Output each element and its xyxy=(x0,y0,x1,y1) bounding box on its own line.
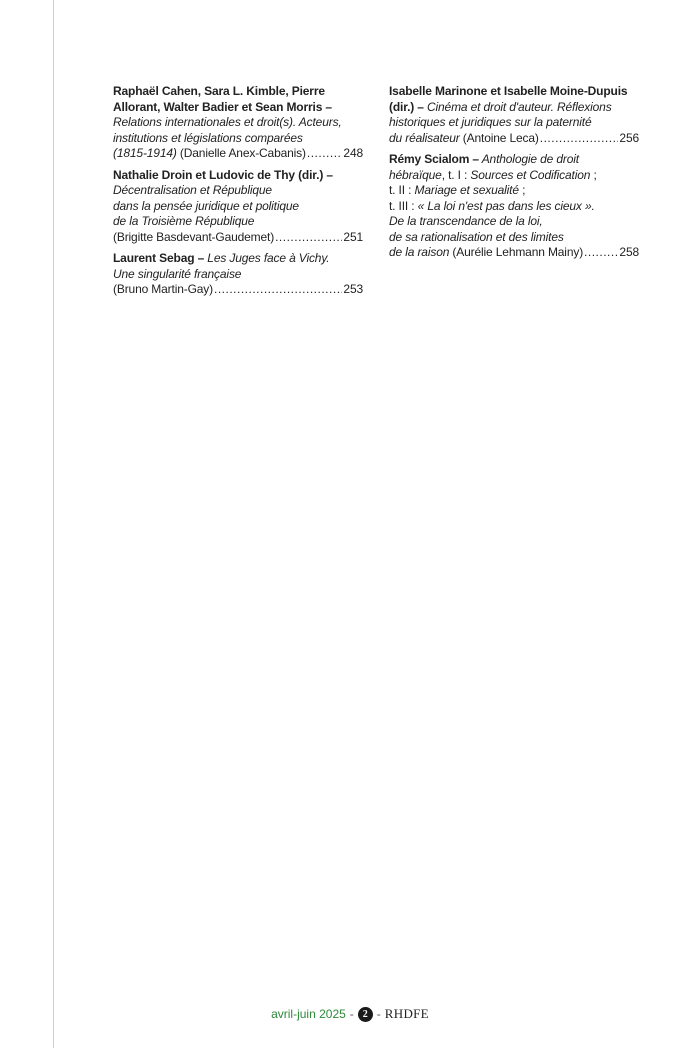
entry-title: hébraïque xyxy=(389,167,442,182)
leader-dots xyxy=(275,230,342,246)
footer-separator: - xyxy=(376,1007,381,1021)
toc-entry[interactable] xyxy=(389,84,639,146)
volume-title: Sources et Codification xyxy=(470,167,591,182)
entry-author: Raphaël Cahen, Sara L. Kimble, Pierre xyxy=(113,84,325,98)
volume-prefix: , t. I : xyxy=(441,167,471,182)
volume-title: « La loi n'est pas dans les cieux ». xyxy=(417,198,595,213)
volume-prefix: t. III : xyxy=(389,198,418,213)
entry-page-number: 251 xyxy=(343,229,363,244)
entry-title: institutions et législations comparées xyxy=(113,130,303,145)
entry-author: Allorant, Walter Badier et Sean Morris – xyxy=(113,99,332,114)
margin-rule xyxy=(53,0,54,1048)
entry-reviewer: (Aurélie Lehmann Mainy) xyxy=(449,245,584,259)
journal-name: RHDFE xyxy=(384,1006,429,1021)
entry-author: Rémy Scialom – xyxy=(389,152,479,166)
toc-entry[interactable] xyxy=(389,152,639,261)
entry-title: Les Juges face à Vichy. xyxy=(204,251,330,265)
entry-reviewer: (Brigitte Basdevant-Gaudemet) xyxy=(113,229,275,244)
entry-page-number: 256 xyxy=(619,130,639,145)
leader-dots xyxy=(214,282,342,298)
entry-author: Laurent Sebag – xyxy=(113,251,205,265)
entry-page-number: 248 xyxy=(343,146,363,160)
entry-title: de sa rationalisation et des limites xyxy=(389,229,564,244)
entry-title: de la Troisième République xyxy=(113,214,255,228)
entry-title: De la transcendance de la loi, xyxy=(389,214,543,228)
toc-entry[interactable] xyxy=(113,251,363,298)
toc-entry[interactable] xyxy=(113,168,363,246)
entry-title: Cinéma et droit d'auteur. Réflexions xyxy=(423,99,612,114)
entry-title: Anthologie de droit xyxy=(478,152,579,166)
leader-dots xyxy=(307,146,343,162)
entry-page-number: 258 xyxy=(619,245,639,259)
entry-title: du réalisateur xyxy=(389,130,460,145)
entry-title: Décentralisation et République xyxy=(113,183,272,197)
entry-author: (dir.) – xyxy=(389,99,424,114)
toc-entry[interactable] xyxy=(113,84,363,162)
volume-suffix: ; xyxy=(590,167,597,182)
toc-column-left xyxy=(113,84,363,304)
page-number-badge: 2 xyxy=(358,1007,373,1022)
entry-title: Relations internationales et droit(s). Acteurs, xyxy=(113,115,342,129)
entry-reviewer: (Antoine Leca) xyxy=(459,130,539,145)
entry-title: dans la pensée juridique et politique xyxy=(113,198,299,213)
entry-author: Nathalie Droin et Ludovic de Thy (dir.) – xyxy=(113,167,333,182)
volume-title: Mariage et sexualité xyxy=(414,183,519,197)
entry-title: historiques et juridiques sur la paternité xyxy=(389,115,592,129)
toc-column-right xyxy=(389,84,639,267)
page-footer xyxy=(0,1004,700,1024)
volume-prefix: t. II : xyxy=(389,183,415,197)
entry-title: Une singularité française xyxy=(113,266,242,281)
footer-separator: - xyxy=(349,1007,354,1021)
entry-author: Isabelle Marinone et Isabelle Moine-Dupuis xyxy=(389,84,628,98)
entry-title: (1815-1914) xyxy=(113,146,177,160)
leader-dots xyxy=(540,131,619,147)
volume-suffix: ; xyxy=(518,183,526,197)
entry-title: de la raison xyxy=(389,245,450,259)
leader-dots xyxy=(584,245,618,261)
entry-reviewer: (Danielle Anex-Cabanis) xyxy=(176,146,306,160)
issue-date: avril-juin 2025 xyxy=(271,1007,346,1021)
entry-page-number: 253 xyxy=(343,282,363,296)
entry-reviewer: (Bruno Martin-Gay) xyxy=(113,282,213,296)
